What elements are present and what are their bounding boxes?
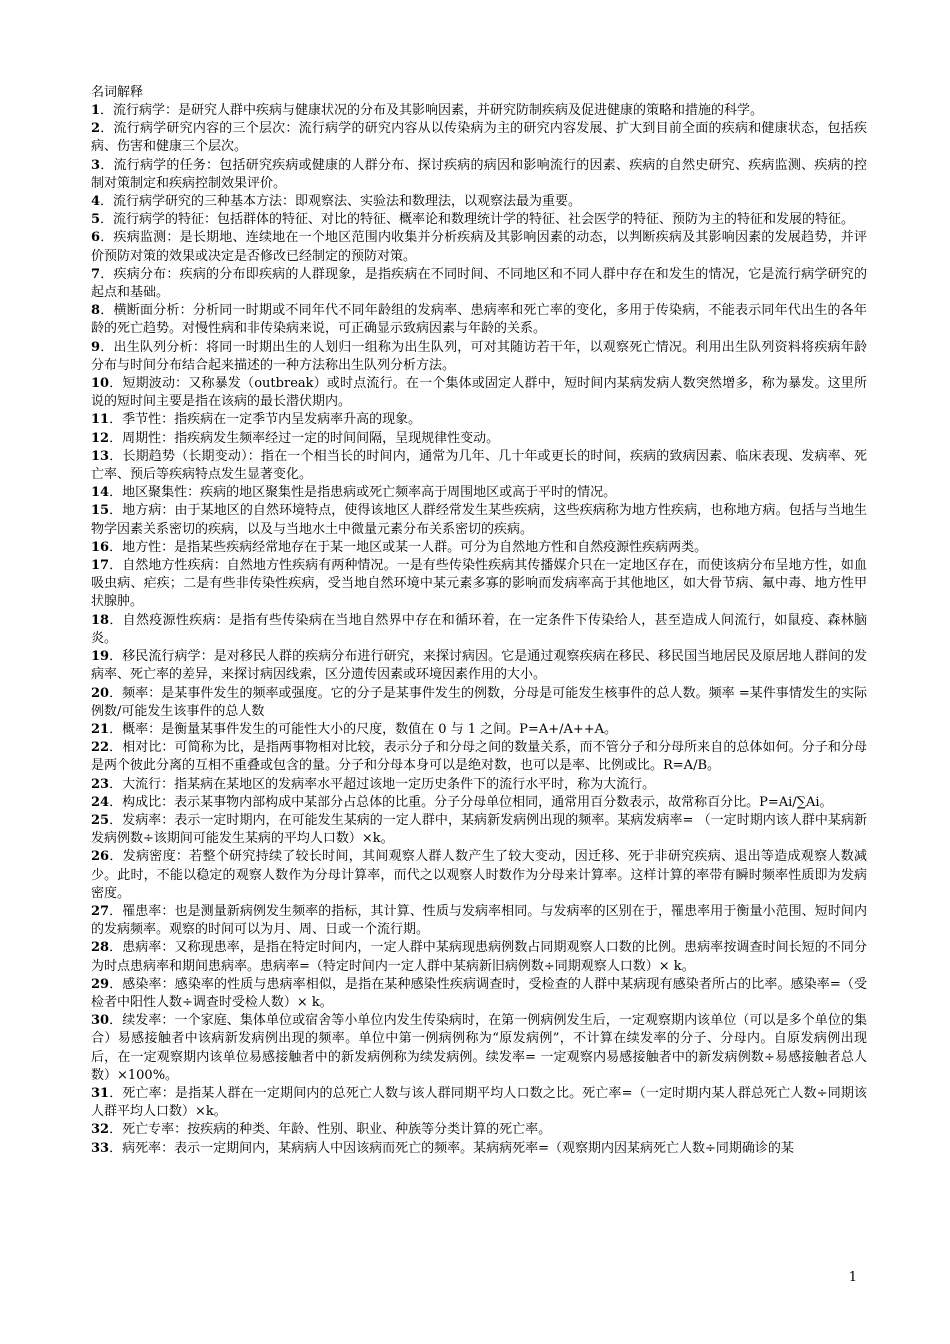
entry-text: ．流行病学的特征：包括群体的特征、对比的特征、概率论和数理统计学的特征、社会医学的特征、预防为主的特征和发展的特征。 — [100, 212, 855, 228]
entry-text: ．感染率：感染率的性质与患病率相似，是指在某种感染性疾病调查时，受检查的人群中某病现有感染者所占的比率。感染率=（受检者中阳性人数÷调查时受检人数）× k。 — [91, 976, 867, 1010]
entry-text: ．大流行：指某病在某地区的发病率水平超过该地一定历史条件下的流行水平时，称为大流行。 — [109, 776, 656, 792]
entry-number: 13 — [91, 448, 110, 464]
entry-text: ．病死率：表示一定期间内，某病病人中因该病而死亡的频率。某病病死率=（观察期内因某病死亡人数÷同期确诊的某 — [109, 1140, 794, 1156]
definition-entry — [91, 721, 867, 739]
entry-text: ．流行病学研究内容的三个层次：流行病学的研究内容从以传染病为主的研究内容发展、扩大到目前全面的疾病和健康状态，包括疾病、伤害和健康三个层次。 — [91, 121, 867, 155]
definition-entry — [91, 1121, 867, 1139]
definition-entry — [91, 794, 867, 812]
entry-number: 30 — [91, 1013, 110, 1029]
definition-entry — [91, 903, 867, 939]
entry-text: ．流行病学的任务：包括研究疾病或健康的人群分布、探讨疾病的病因和影响流行的因素、疾病的自然史研究、疾病监测、疾病的控制对策制定和疾病控制效果评价。 — [91, 157, 867, 191]
entry-text: ．流行病学：是研究人群中疾病与健康状况的分布及其影响因素，并研究防制疾病及促进健康的策略和措施的科学。 — [100, 103, 764, 118]
entry-text: ．疾病监测：是长期地、连续地在一个地区范围内收集并分析疾病及其影响因素的动态，以判断疾病及其影响因素的发展趋势，并评价预防对策的效果或决定是否修改已经制定的预防对策。 — [91, 230, 867, 264]
entry-number: 3 — [91, 157, 101, 173]
definition-entry — [91, 448, 867, 484]
definition-entry — [91, 939, 867, 975]
entry-text: ．频率：是某事件发生的频率或强度。它的分子是某事件发生的例数，分母是可能发生核事件的总人数。频率 =某件事情发生的实际例数/可能发生该事件的总人数 — [91, 685, 867, 719]
entry-number: 28 — [91, 940, 110, 956]
entry-number: 18 — [91, 612, 110, 628]
entry-number: 8 — [91, 303, 101, 319]
definition-entry — [91, 1140, 867, 1158]
definition-entry — [91, 648, 867, 684]
entry-number: 15 — [91, 503, 110, 519]
entry-number: 17 — [91, 558, 110, 574]
entry-text: ．发病密度：若整个研究持续了较长时间，其间观察人群人数产生了较大变动，因迁移、死于非研究疾病、退出等造成观察人数减少。此时，不能以稳定的观察人数作为分母计算率，而代之以观察人时数作为分母来计算率。这样计算的率带有瞬时频率性质即为发病密度。 — [91, 849, 867, 901]
entry-text: ．概率：是衡量某事件发生的可能性大小的尺度，数值在 0 与 1 之间。P=A+/A++A。 — [109, 721, 618, 737]
definition-entry — [91, 557, 867, 612]
document-page — [91, 84, 867, 1158]
entry-text: ．短期波动：又称暴发（outbreak）或时点流行。在一个集体或固定人群中，短时间内某病发病人数突然增多，称为暴发。这里所说的短时间主要是指在该病的最长潜伏期内。 — [91, 376, 867, 410]
entry-number: 2 — [91, 121, 101, 137]
entry-text: ．续发率：一个家庭、集体单位或宿舍等小单位内发生传染病时，在第一例病例发生后，一定观察期内该单位（可以是多个单位的集合）易感接触者中该病新发病例出现的频率。单位中第一例病例称为“原发病例”，不计算在续发率的分子、分母内。自原发病例出现后，在一定观察期内该单位易感接触者中的新发病例称为续发病例。续发率= 一定观察内易感接触者中的新发病例数÷易感接触者总人数）×100%。 — [91, 1013, 867, 1083]
entry-text: ．死亡率：是指某人群在一定期间内的总死亡人数与该人群同期平均人口数之比。死亡率=（一定时期内某人群总死亡人数÷同期该人群平均人口数）×k。 — [91, 1085, 867, 1120]
definition-entry — [91, 120, 867, 156]
entry-number: 33 — [91, 1140, 110, 1156]
definition-list — [91, 102, 867, 1158]
entry-number: 11 — [91, 412, 110, 428]
definition-entry — [91, 302, 867, 338]
entry-number: 20 — [91, 685, 110, 701]
entry-number: 4 — [91, 194, 101, 210]
entry-number: 22 — [91, 740, 110, 756]
entry-number: 24 — [91, 794, 110, 810]
section-heading: 名词解释 — [91, 85, 144, 100]
entry-text: ．流行病学研究的三种基本方法：即观察法、实验法和数理法，以观察法最为重要。 — [100, 194, 582, 210]
definition-entry — [91, 1085, 867, 1121]
entry-number: 10 — [91, 376, 110, 392]
definition-entry — [91, 193, 867, 211]
entry-text: ．自然疫源性疾病：是指有些传染病在当地自然界中存在和循环着，在一定条件下传染给人，甚至造成人间流行，如鼠疫、森林脑炎。 — [91, 612, 867, 646]
entry-number: 31 — [91, 1085, 110, 1101]
entry-number: 14 — [91, 485, 110, 501]
entry-text: ．罹患率：也是测量新病例发生频率的指标，其计算、性质与发病率相同。与发病率的区别在于，罹患率用于衡量小范围、短时间内的发病频率。观察的时间可以为月、周、日或一个流行期。 — [91, 903, 867, 938]
entry-number: 27 — [91, 903, 110, 919]
entry-number: 25 — [91, 812, 110, 828]
definition-entry — [91, 539, 867, 557]
entry-text: ．死亡专率：按疾病的种类、年龄、性别、职业、种族等分类计算的死亡率。 — [109, 1122, 552, 1138]
definition-entry — [91, 375, 867, 411]
definition-entry — [91, 430, 867, 448]
entry-text: ．地区聚集性：疾病的地区聚集性是指患病或死亡频率高于周围地区或高于平时的情况。 — [109, 485, 617, 501]
entry-number: 29 — [91, 976, 110, 992]
definition-entry — [91, 229, 867, 265]
entry-text: ．相对比：可简称为比，是指两事物相对比较，表示分子和分母之间的数量关系，而不管分子和分母所来自的总体如何。分子和分母是两个彼此分离的互相不重叠或包含的量。分子和分母本身可以是绝对数，也可以是率、比例或比。R=A/B。 — [91, 740, 867, 774]
definition-entry — [91, 739, 867, 775]
definition-entry — [91, 1012, 867, 1085]
entry-text: ．构成比：表示某事物内部构成中某部分占总体的比重。分子分母单位相同，通常用百分数表示，故常称百分比。P=Ai/∑Ai。 — [109, 794, 833, 810]
definition-entry — [91, 776, 867, 794]
definition-entry — [91, 157, 867, 193]
entry-text: ．地方病：由于某地区的自然环境特点，使得该地区人群经常发生某些疾病，这些疾病称为地方性疾病，也称地方病。包括与当地生物学因素关系密切的疾病，以及与当地水土中微量元素分布关系密切的疾病。 — [91, 503, 867, 537]
entry-number: 32 — [91, 1122, 110, 1138]
entry-text: ．疾病分布：疾病的分布即疾病的人群现象，是指疾病在不同时间、不同地区和不同人群中存在和发生的情况，它是流行病学研究的起点和基础。 — [91, 266, 867, 301]
definition-entry — [91, 339, 867, 375]
entry-text: ．移民流行病学：是对移民人群的疾病分布进行研究，来探讨病因。它是通过观察疾病在移民、移民国当地居民及原居地人群间的发病率、死亡率的差异，来探讨病因线索，区分遗传因素或环境因素作用的大小。 — [91, 649, 867, 683]
definition-entry — [91, 411, 867, 429]
definition-entry — [91, 685, 867, 721]
definition-entry — [91, 612, 867, 648]
entry-text: ．发病率：表示一定时期内，在可能发生某病的一定人群中，某病新发病例出现的频率。某病发病率= （一定时期内该人群中某病新发病例数÷该期间可能发生某病的平均人口数）×k。 — [91, 812, 867, 847]
definition-entry — [91, 211, 867, 229]
entry-text: ．季节性：指疾病在一定季节内呈发病率升高的现象。 — [109, 412, 422, 428]
entry-text: ．长期趋势（长期变动）：指在一个相当长的时间内，通常为几年、几十年或更长的时间，疾病的致病因素、临床表现、发病率、死亡率、预后等疾病特点发生显著变化。 — [91, 448, 867, 483]
entry-number: 1 — [91, 103, 101, 118]
page-number: 1 — [848, 1270, 857, 1285]
definition-entry — [91, 266, 867, 302]
entry-text: ．自然地方性疾病：自然地方性疾病有两种情况。一是有些传染性疾病其传播媒介只在一定地区存在，而使该病分布呈地方性，如血吸虫病、疟疾；二是有些非传染性疾病，受当地自然环境中某元素多寡的影响而发病率高于其他地区，如大骨节病、氟中毒、地方性甲状腺肿。 — [91, 558, 867, 610]
entry-text: ．地方性：是指某些疾病经常地存在于某一地区或某一人群。可分为自然地方性和自然疫源性疾病两类。 — [109, 539, 708, 555]
entry-number: 21 — [91, 721, 110, 737]
entry-number: 23 — [91, 776, 110, 792]
entry-number: 12 — [91, 430, 110, 446]
entry-text: ．周期性：指疾病发生频率经过一定的时间间隔，呈现规律性变动。 — [109, 430, 500, 446]
entry-text: ．出生队列分析：将同一时期出生的人划归一组称为出生队列，可对其随访若干年，以观察死亡情况。利用出生队列资料将疾病年龄分布与时间分布结合起来描述的一种方法称出生队列分析方法。 — [91, 339, 867, 373]
entry-number: 19 — [91, 649, 110, 665]
entry-number: 16 — [91, 539, 110, 555]
entry-number: 26 — [91, 849, 110, 865]
definition-entry — [91, 102, 867, 120]
definition-entry — [91, 812, 867, 848]
definition-entry — [91, 484, 867, 502]
entry-text: ．患病率：又称现患率，是指在特定时间内，一定人群中某病现患病例数占同期观察人口数的比例。患病率按调查时间长短的不同分为时点患病率和期间患病率。患病率=（特定时间内一定人群中某病新旧病例数÷同期观察人口数）× k。 — [91, 940, 867, 974]
entry-number: 6 — [91, 230, 101, 246]
entry-text: ．横断面分析：分析同一时期或不同年代不同年龄组的发病率、患病率和死亡率的变化，多用于传染病，不能表示同年代出生的各年龄的死亡趋势。对慢性病和非传染病来说，可正确显示致病因素与年龄的关系。 — [91, 303, 867, 337]
entry-number: 5 — [91, 212, 101, 228]
entry-number: 9 — [91, 339, 101, 355]
entry-number: 7 — [91, 266, 101, 282]
definition-entry — [91, 502, 867, 538]
definition-entry — [91, 976, 867, 1012]
definition-entry — [91, 848, 867, 903]
